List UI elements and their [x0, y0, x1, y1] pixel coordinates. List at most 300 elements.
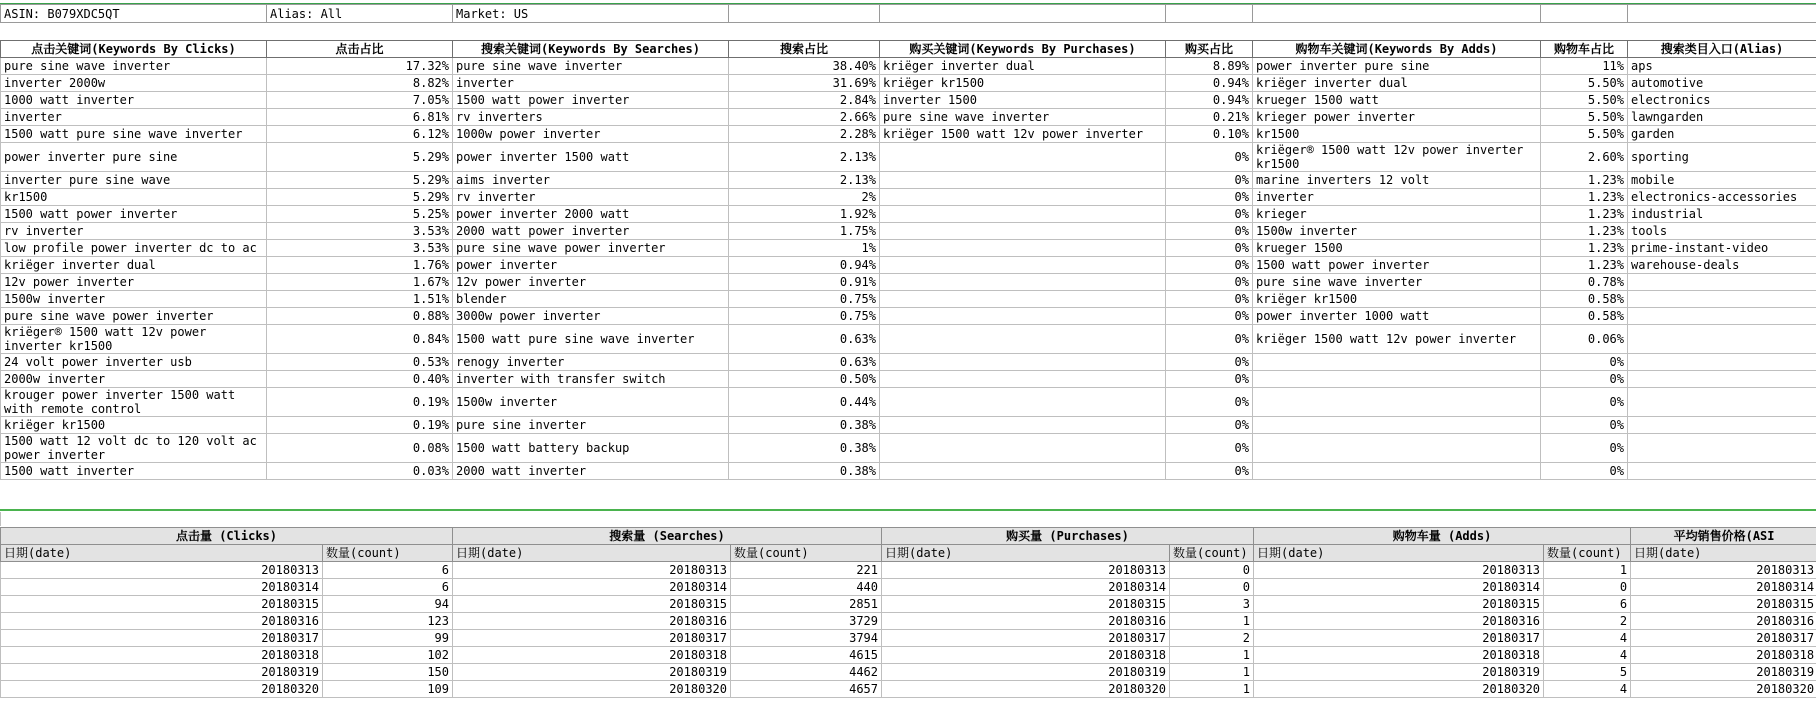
count-cell[interactable]: 4 — [1544, 630, 1631, 647]
keywords-column-header[interactable]: 点击关键词(Keywords By Clicks) — [1, 41, 267, 58]
date-cell[interactable]: 20180313 — [1, 562, 323, 579]
percent-cell[interactable]: 2.13% — [729, 143, 880, 172]
percent-cell[interactable]: 1.75% — [729, 223, 880, 240]
date-cell[interactable]: 20180316 — [453, 613, 731, 630]
percent-cell[interactable]: 0.03% — [267, 463, 453, 480]
count-cell[interactable]: 123 — [323, 613, 453, 630]
keyword-cell[interactable]: krieger power inverter — [1253, 109, 1541, 126]
keyword-cell[interactable]: pure sine wave inverter — [453, 58, 729, 75]
percent-cell[interactable]: 0.53% — [267, 354, 453, 371]
keyword-cell[interactable] — [1628, 325, 1816, 354]
percent-cell[interactable]: 0.50% — [729, 371, 880, 388]
percent-cell[interactable]: 0.88% — [267, 308, 453, 325]
keyword-cell[interactable]: blender — [453, 291, 729, 308]
keyword-cell[interactable]: 1500 watt pure sine wave inverter — [453, 325, 729, 354]
keyword-cell[interactable]: low profile power inverter dc to ac — [1, 240, 267, 257]
count-column-header[interactable]: 数量(count) — [1544, 545, 1631, 562]
percent-cell[interactable]: 0% — [1166, 257, 1253, 274]
keyword-cell[interactable] — [880, 206, 1166, 223]
count-cell[interactable]: 99 — [323, 630, 453, 647]
count-cell[interactable]: 6 — [1544, 596, 1631, 613]
percent-cell[interactable]: 5.25% — [267, 206, 453, 223]
date-cell[interactable]: 20180314 — [1, 579, 323, 596]
percent-cell[interactable]: 0.21% — [1166, 109, 1253, 126]
percent-cell[interactable]: 0.94% — [1166, 75, 1253, 92]
keyword-cell[interactable]: sporting — [1628, 143, 1816, 172]
keywords-column-header[interactable]: 购买占比 — [1166, 41, 1253, 58]
keyword-cell[interactable]: 1500 watt power inverter — [453, 92, 729, 109]
empty-cell[interactable] — [729, 5, 880, 23]
percent-cell[interactable]: 8.82% — [267, 75, 453, 92]
percent-cell[interactable]: 0% — [1541, 371, 1628, 388]
keyword-cell[interactable] — [1253, 388, 1541, 417]
keyword-cell[interactable]: pure sine wave inverter — [880, 109, 1166, 126]
count-cell[interactable]: 440 — [731, 579, 882, 596]
count-column-header[interactable]: 数量(count) — [323, 545, 453, 562]
count-cell[interactable]: 3 — [1170, 596, 1254, 613]
date-cell[interactable]: 20180318 — [882, 647, 1170, 664]
percent-cell[interactable]: 1.23% — [1541, 240, 1628, 257]
percent-cell[interactable]: 5.50% — [1541, 109, 1628, 126]
stats-group-header[interactable]: 平均销售价格(ASI — [1631, 528, 1816, 545]
percent-cell[interactable]: 0% — [1541, 463, 1628, 480]
percent-cell[interactable]: 0.78% — [1541, 274, 1628, 291]
percent-cell[interactable]: 1.23% — [1541, 172, 1628, 189]
percent-cell[interactable]: 0% — [1166, 308, 1253, 325]
count-cell[interactable]: 109 — [323, 681, 453, 698]
percent-cell[interactable]: 1% — [729, 240, 880, 257]
count-cell[interactable]: 4 — [1544, 647, 1631, 664]
percent-cell[interactable]: 0% — [1166, 274, 1253, 291]
percent-cell[interactable]: 17.32% — [267, 58, 453, 75]
keyword-cell[interactable] — [880, 257, 1166, 274]
keyword-cell[interactable] — [880, 434, 1166, 463]
keyword-cell[interactable]: 2000 watt inverter — [453, 463, 729, 480]
keyword-cell[interactable] — [1628, 291, 1816, 308]
keyword-cell[interactable]: inverter 1500 — [880, 92, 1166, 109]
keyword-cell[interactable]: power inverter pure sine — [1, 143, 267, 172]
keyword-cell[interactable]: inverter — [1253, 189, 1541, 206]
keyword-cell[interactable]: krieger — [1253, 206, 1541, 223]
date-cell[interactable]: 20180316 — [1, 613, 323, 630]
keyword-cell[interactable] — [1253, 434, 1541, 463]
percent-cell[interactable]: 0.10% — [1166, 126, 1253, 143]
percent-cell[interactable]: 5.50% — [1541, 92, 1628, 109]
date-cell[interactable]: 20180313 — [1254, 562, 1544, 579]
count-cell[interactable]: 102 — [323, 647, 453, 664]
keyword-cell[interactable] — [1628, 434, 1816, 463]
empty-cell[interactable] — [1541, 5, 1628, 23]
count-cell[interactable]: 1 — [1170, 681, 1254, 698]
date-cell[interactable]: 20180315 — [1631, 596, 1816, 613]
date-cell[interactable]: 20180319 — [453, 664, 731, 681]
keyword-cell[interactable]: 1500 watt battery backup — [453, 434, 729, 463]
keyword-cell[interactable]: 24 volt power inverter usb — [1, 354, 267, 371]
keyword-cell[interactable]: lawngarden — [1628, 109, 1816, 126]
keyword-cell[interactable] — [1628, 354, 1816, 371]
percent-cell[interactable]: 0.75% — [729, 308, 880, 325]
percent-cell[interactable]: 0% — [1166, 189, 1253, 206]
percent-cell[interactable]: 2% — [729, 189, 880, 206]
keyword-cell[interactable]: tools — [1628, 223, 1816, 240]
percent-cell[interactable]: 0.63% — [729, 325, 880, 354]
keyword-cell[interactable] — [1628, 371, 1816, 388]
date-cell[interactable]: 20180316 — [882, 613, 1170, 630]
percent-cell[interactable]: 0.19% — [267, 388, 453, 417]
keyword-cell[interactable]: rv inverter — [1, 223, 267, 240]
percent-cell[interactable]: 0.58% — [1541, 291, 1628, 308]
percent-cell[interactable]: 1.23% — [1541, 206, 1628, 223]
keyword-cell[interactable]: prime-instant-video — [1628, 240, 1816, 257]
keyword-cell[interactable]: renogy inverter — [453, 354, 729, 371]
percent-cell[interactable]: 1.23% — [1541, 223, 1628, 240]
keyword-cell[interactable]: 12v power inverter — [453, 274, 729, 291]
keyword-cell[interactable]: 1500w inverter — [1, 291, 267, 308]
date-cell[interactable]: 20180318 — [1631, 647, 1816, 664]
keyword-cell[interactable] — [1628, 274, 1816, 291]
keyword-cell[interactable]: 12v power inverter — [1, 274, 267, 291]
count-cell[interactable]: 1 — [1170, 613, 1254, 630]
keyword-cell[interactable]: aims inverter — [453, 172, 729, 189]
percent-cell[interactable]: 0.63% — [729, 354, 880, 371]
percent-cell[interactable]: 0% — [1166, 371, 1253, 388]
count-cell[interactable]: 2851 — [731, 596, 882, 613]
date-cell[interactable]: 20180317 — [1254, 630, 1544, 647]
keyword-cell[interactable] — [1628, 417, 1816, 434]
count-cell[interactable]: 6 — [323, 579, 453, 596]
keyword-cell[interactable]: power inverter 1000 watt — [1253, 308, 1541, 325]
alias-cell[interactable]: Alias: All — [267, 5, 453, 23]
date-cell[interactable]: 20180319 — [882, 664, 1170, 681]
date-cell[interactable]: 20180315 — [882, 596, 1170, 613]
date-cell[interactable]: 20180320 — [882, 681, 1170, 698]
date-cell[interactable]: 20180317 — [453, 630, 731, 647]
keywords-column-header[interactable]: 点击占比 — [267, 41, 453, 58]
percent-cell[interactable]: 0.84% — [267, 325, 453, 354]
percent-cell[interactable]: 0% — [1166, 240, 1253, 257]
percent-cell[interactable]: 1.76% — [267, 257, 453, 274]
percent-cell[interactable]: 2.66% — [729, 109, 880, 126]
keyword-cell[interactable]: kriëger kr1500 — [1253, 291, 1541, 308]
date-cell[interactable]: 20180319 — [1631, 664, 1816, 681]
count-cell[interactable]: 4 — [1544, 681, 1631, 698]
keyword-cell[interactable]: inverter with transfer switch — [453, 371, 729, 388]
count-cell[interactable]: 3729 — [731, 613, 882, 630]
date-cell[interactable]: 20180318 — [1254, 647, 1544, 664]
keyword-cell[interactable] — [880, 325, 1166, 354]
date-cell[interactable]: 20180314 — [1631, 579, 1816, 596]
keyword-cell[interactable]: inverter 2000w — [1, 75, 267, 92]
date-column-header[interactable]: 日期(date) — [882, 545, 1170, 562]
count-cell[interactable]: 1 — [1544, 562, 1631, 579]
count-cell[interactable]: 0 — [1544, 579, 1631, 596]
keywords-column-header[interactable]: 购买关键词(Keywords By Purchases) — [880, 41, 1166, 58]
percent-cell[interactable]: 0% — [1541, 388, 1628, 417]
date-cell[interactable]: 20180320 — [1631, 681, 1816, 698]
keyword-cell[interactable]: power inverter 2000 watt — [453, 206, 729, 223]
keyword-cell[interactable]: kriëger kr1500 — [1, 417, 267, 434]
keyword-cell[interactable]: 1500 watt 12 volt dc to 120 volt ac power inverter — [1, 434, 267, 463]
keyword-cell[interactable]: kriëger® 1500 watt 12v power inverter kr1500 — [1253, 143, 1541, 172]
date-column-header[interactable]: 日期(date) — [1631, 545, 1816, 562]
empty-cell[interactable] — [880, 5, 1166, 23]
percent-cell[interactable]: 0.08% — [267, 434, 453, 463]
percent-cell[interactable]: 0.06% — [1541, 325, 1628, 354]
count-cell[interactable]: 4657 — [731, 681, 882, 698]
date-cell[interactable]: 20180313 — [453, 562, 731, 579]
date-cell[interactable]: 20180315 — [1, 596, 323, 613]
keyword-cell[interactable]: kriëger kr1500 — [880, 75, 1166, 92]
date-cell[interactable]: 20180313 — [1631, 562, 1816, 579]
percent-cell[interactable]: 0% — [1166, 291, 1253, 308]
percent-cell[interactable]: 0.38% — [729, 417, 880, 434]
percent-cell[interactable]: 0% — [1166, 223, 1253, 240]
count-cell[interactable]: 150 — [323, 664, 453, 681]
keyword-cell[interactable]: industrial — [1628, 206, 1816, 223]
date-cell[interactable]: 20180320 — [453, 681, 731, 698]
count-cell[interactable]: 0 — [1170, 579, 1254, 596]
percent-cell[interactable]: 0% — [1166, 388, 1253, 417]
stats-group-header[interactable]: 购买量 (Purchases) — [882, 528, 1254, 545]
percent-cell[interactable]: 0% — [1166, 172, 1253, 189]
percent-cell[interactable]: 0% — [1166, 206, 1253, 223]
keyword-cell[interactable]: electronics — [1628, 92, 1816, 109]
keyword-cell[interactable]: krueger 1500 watt — [1253, 92, 1541, 109]
keyword-cell[interactable]: kriëger inverter dual — [1253, 75, 1541, 92]
percent-cell[interactable]: 1.51% — [267, 291, 453, 308]
count-cell[interactable]: 0 — [1170, 562, 1254, 579]
percent-cell[interactable]: 0% — [1541, 434, 1628, 463]
date-cell[interactable]: 20180314 — [882, 579, 1170, 596]
count-cell[interactable]: 6 — [323, 562, 453, 579]
percent-cell[interactable]: 0.19% — [267, 417, 453, 434]
count-cell[interactable]: 1 — [1170, 647, 1254, 664]
percent-cell[interactable]: 0% — [1166, 354, 1253, 371]
keyword-cell[interactable]: kr1500 — [1253, 126, 1541, 143]
keyword-cell[interactable] — [880, 291, 1166, 308]
keyword-cell[interactable]: 1500w inverter — [1253, 223, 1541, 240]
keyword-cell[interactable]: inverter — [453, 75, 729, 92]
keyword-cell[interactable]: mobile — [1628, 172, 1816, 189]
date-cell[interactable]: 20180316 — [1631, 613, 1816, 630]
count-cell[interactable]: 2 — [1170, 630, 1254, 647]
percent-cell[interactable]: 5.29% — [267, 172, 453, 189]
percent-cell[interactable]: 0% — [1166, 463, 1253, 480]
keywords-column-header[interactable]: 搜索关键词(Keywords By Searches) — [453, 41, 729, 58]
empty-cell[interactable] — [1253, 5, 1541, 23]
date-cell[interactable]: 20180318 — [453, 647, 731, 664]
keyword-cell[interactable]: electronics-accessories — [1628, 189, 1816, 206]
percent-cell[interactable]: 3.53% — [267, 223, 453, 240]
keyword-cell[interactable]: kriëger 1500 watt 12v power inverter — [880, 126, 1166, 143]
keyword-cell[interactable] — [880, 417, 1166, 434]
keyword-cell[interactable] — [880, 388, 1166, 417]
percent-cell[interactable]: 1.23% — [1541, 189, 1628, 206]
count-cell[interactable]: 1 — [1170, 664, 1254, 681]
percent-cell[interactable]: 0.58% — [1541, 308, 1628, 325]
percent-cell[interactable]: 38.40% — [729, 58, 880, 75]
keyword-cell[interactable]: pure sine wave power inverter — [453, 240, 729, 257]
percent-cell[interactable]: 11% — [1541, 58, 1628, 75]
keywords-column-header[interactable]: 搜索占比 — [729, 41, 880, 58]
keyword-cell[interactable]: 1000 watt inverter — [1, 92, 267, 109]
keywords-column-header[interactable]: 购物车占比 — [1541, 41, 1628, 58]
percent-cell[interactable]: 0% — [1541, 354, 1628, 371]
asin-cell[interactable]: ASIN: B079XDC5QT — [1, 5, 267, 23]
date-cell[interactable]: 20180318 — [1, 647, 323, 664]
percent-cell[interactable]: 1.23% — [1541, 257, 1628, 274]
percent-cell[interactable]: 6.81% — [267, 109, 453, 126]
date-column-header[interactable]: 日期(date) — [1254, 545, 1544, 562]
date-cell[interactable]: 20180320 — [1254, 681, 1544, 698]
keyword-cell[interactable]: krueger 1500 — [1253, 240, 1541, 257]
date-cell[interactable]: 20180317 — [1631, 630, 1816, 647]
percent-cell[interactable]: 2.60% — [1541, 143, 1628, 172]
count-cell[interactable]: 94 — [323, 596, 453, 613]
keyword-cell[interactable]: kr1500 — [1, 189, 267, 206]
keyword-cell[interactable]: 1000w power inverter — [453, 126, 729, 143]
keyword-cell[interactable]: power inverter 1500 watt — [453, 143, 729, 172]
percent-cell[interactable]: 7.05% — [267, 92, 453, 109]
keyword-cell[interactable]: 3000w power inverter — [453, 308, 729, 325]
percent-cell[interactable]: 1.92% — [729, 206, 880, 223]
count-cell[interactable]: 2 — [1544, 613, 1631, 630]
keyword-cell[interactable]: garden — [1628, 126, 1816, 143]
keyword-cell[interactable] — [1253, 371, 1541, 388]
keyword-cell[interactable]: pure sine wave inverter — [1253, 274, 1541, 291]
keyword-cell[interactable]: power inverter pure sine — [1253, 58, 1541, 75]
date-cell[interactable]: 20180314 — [453, 579, 731, 596]
percent-cell[interactable]: 5.29% — [267, 143, 453, 172]
percent-cell[interactable]: 0% — [1541, 417, 1628, 434]
keyword-cell[interactable]: 1500 watt pure sine wave inverter — [1, 126, 267, 143]
percent-cell[interactable]: 0.91% — [729, 274, 880, 291]
date-column-header[interactable]: 日期(date) — [453, 545, 731, 562]
date-cell[interactable]: 20180320 — [1, 681, 323, 698]
stats-group-header[interactable]: 点击量 (Clicks) — [1, 528, 453, 545]
date-cell[interactable]: 20180316 — [1254, 613, 1544, 630]
keyword-cell[interactable] — [880, 463, 1166, 480]
keyword-cell[interactable]: 1500w inverter — [453, 388, 729, 417]
percent-cell[interactable]: 5.29% — [267, 189, 453, 206]
keyword-cell[interactable] — [1628, 388, 1816, 417]
keywords-column-header[interactable]: 搜索类目入口(Alias) — [1628, 41, 1816, 58]
market-cell[interactable]: Market: US — [453, 5, 729, 23]
keyword-cell[interactable] — [880, 308, 1166, 325]
percent-cell[interactable]: 8.89% — [1166, 58, 1253, 75]
percent-cell[interactable]: 0.38% — [729, 434, 880, 463]
keyword-cell[interactable]: 1500 watt power inverter — [1, 206, 267, 223]
keyword-cell[interactable]: pure sine inverter — [453, 417, 729, 434]
date-cell[interactable]: 20180319 — [1, 664, 323, 681]
count-cell[interactable]: 3794 — [731, 630, 882, 647]
keyword-cell[interactable]: kriëger inverter dual — [880, 58, 1166, 75]
percent-cell[interactable]: 2.84% — [729, 92, 880, 109]
percent-cell[interactable]: 6.12% — [267, 126, 453, 143]
keyword-cell[interactable]: pure sine wave inverter — [1, 58, 267, 75]
keyword-cell[interactable] — [880, 189, 1166, 206]
keyword-cell[interactable] — [880, 172, 1166, 189]
percent-cell[interactable]: 1.67% — [267, 274, 453, 291]
keyword-cell[interactable] — [880, 240, 1166, 257]
percent-cell[interactable]: 2.28% — [729, 126, 880, 143]
keyword-cell[interactable]: kriëger inverter dual — [1, 257, 267, 274]
empty-cell[interactable] — [1628, 5, 1816, 23]
percent-cell[interactable]: 2.13% — [729, 172, 880, 189]
keyword-cell[interactable]: inverter pure sine wave — [1, 172, 267, 189]
keyword-cell[interactable] — [1628, 308, 1816, 325]
date-cell[interactable]: 20180313 — [882, 562, 1170, 579]
percent-cell[interactable]: 0.44% — [729, 388, 880, 417]
keyword-cell[interactable]: krouger power inverter 1500 watt with remote control — [1, 388, 267, 417]
date-cell[interactable]: 20180315 — [1254, 596, 1544, 613]
keyword-cell[interactable]: power inverter — [453, 257, 729, 274]
date-cell[interactable]: 20180315 — [453, 596, 731, 613]
keyword-cell[interactable] — [880, 371, 1166, 388]
percent-cell[interactable]: 0.94% — [729, 257, 880, 274]
percent-cell[interactable]: 0% — [1166, 434, 1253, 463]
percent-cell[interactable]: 5.50% — [1541, 75, 1628, 92]
percent-cell[interactable]: 5.50% — [1541, 126, 1628, 143]
keyword-cell[interactable]: automotive — [1628, 75, 1816, 92]
keyword-cell[interactable] — [1253, 354, 1541, 371]
keyword-cell[interactable] — [880, 274, 1166, 291]
keyword-cell[interactable] — [880, 223, 1166, 240]
percent-cell[interactable]: 3.53% — [267, 240, 453, 257]
count-cell[interactable]: 4615 — [731, 647, 882, 664]
keywords-column-header[interactable]: 购物车关键词(Keywords By Adds) — [1253, 41, 1541, 58]
keyword-cell[interactable] — [1253, 463, 1541, 480]
keyword-cell[interactable] — [1628, 463, 1816, 480]
keyword-cell[interactable]: 1500 watt power inverter — [1253, 257, 1541, 274]
empty-cell[interactable] — [1166, 5, 1253, 23]
percent-cell[interactable]: 0% — [1166, 417, 1253, 434]
count-column-header[interactable]: 数量(count) — [731, 545, 882, 562]
count-cell[interactable]: 221 — [731, 562, 882, 579]
percent-cell[interactable]: 31.69% — [729, 75, 880, 92]
date-column-header[interactable]: 日期(date) — [1, 545, 323, 562]
count-cell[interactable]: 4462 — [731, 664, 882, 681]
keyword-cell[interactable]: 1500 watt inverter — [1, 463, 267, 480]
keyword-cell[interactable]: kriëger 1500 watt 12v power inverter — [1253, 325, 1541, 354]
date-cell[interactable]: 20180314 — [1254, 579, 1544, 596]
percent-cell[interactable]: 0.75% — [729, 291, 880, 308]
keyword-cell[interactable]: inverter — [1, 109, 267, 126]
stats-group-header[interactable]: 搜索量 (Searches) — [453, 528, 882, 545]
date-cell[interactable]: 20180317 — [882, 630, 1170, 647]
stats-group-header[interactable]: 购物车量 (Adds) — [1254, 528, 1631, 545]
count-cell[interactable]: 5 — [1544, 664, 1631, 681]
keyword-cell[interactable]: 2000w inverter — [1, 371, 267, 388]
keyword-cell[interactable]: warehouse-deals — [1628, 257, 1816, 274]
keyword-cell[interactable] — [880, 143, 1166, 172]
keyword-cell[interactable] — [1253, 417, 1541, 434]
percent-cell[interactable]: 0% — [1166, 143, 1253, 172]
keyword-cell[interactable]: 2000 watt power inverter — [453, 223, 729, 240]
keyword-cell[interactable] — [880, 354, 1166, 371]
keyword-cell[interactable]: marine inverters 12 volt — [1253, 172, 1541, 189]
percent-cell[interactable]: 0% — [1166, 325, 1253, 354]
keyword-cell[interactable]: rv inverter — [453, 189, 729, 206]
keyword-cell[interactable]: pure sine wave power inverter — [1, 308, 267, 325]
keyword-cell[interactable]: rv inverters — [453, 109, 729, 126]
percent-cell[interactable]: 0.38% — [729, 463, 880, 480]
keyword-cell[interactable]: kriëger® 1500 watt 12v power inverter kr1500 — [1, 325, 267, 354]
date-cell[interactable]: 20180317 — [1, 630, 323, 647]
percent-cell[interactable]: 0.40% — [267, 371, 453, 388]
count-column-header[interactable]: 数量(count) — [1170, 545, 1254, 562]
percent-cell[interactable]: 0.94% — [1166, 92, 1253, 109]
